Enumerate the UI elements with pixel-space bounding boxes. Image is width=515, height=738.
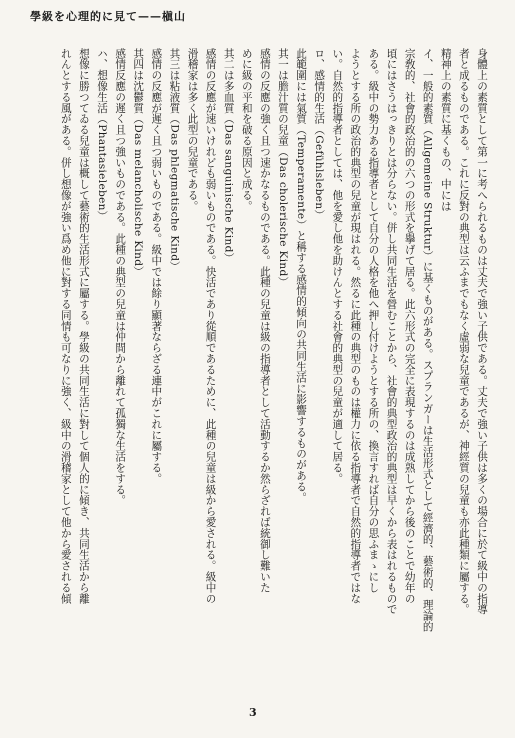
text-line: 宗敎的、社會的政治的の六つの形式を擧げて居る。此六形式の完全に表現するのは成熟してから後のことで幼年の	[403, 48, 416, 604]
vertical-body-text	[24, 48, 491, 698]
text-line: 其二は多血質（Das sanguinische Kind）	[222, 48, 235, 264]
text-line: 其一は膽汁質の兒童（Das cholerische Kind）	[276, 48, 289, 288]
running-header: 學級を心理的に見て——槇山	[30, 10, 186, 23]
text-line: 感情の反應の強く且つ速かなるものである。此種の兒童は級の指導者として活動するか然らざれば統御し難いた	[258, 48, 271, 593]
text-line: 滑稽家は多く此型の兒童である。	[186, 48, 199, 212]
text-line: 其三は粘液質（Das phlegmatische Kind）	[168, 48, 181, 273]
text-line: ある。級中の勢力ある指導者として自分の人格を他へ押し付けようとする所の、換言すれば自分の思ふまゝにし	[367, 48, 380, 593]
text-line: めに級の平和を破る原因と成る。	[240, 48, 253, 212]
text-line: 感情の反應が速いけれども弱いものである。快活であり從順であるために、此種の兒童は級から愛される。級中の	[204, 48, 217, 604]
text-line: ハ、想像生活（Phantasieleben）	[96, 48, 109, 222]
text-line: 感情の反應が遲く且つ弱いものである。級中では餘り顯著ならざる連中がこれに屬する。	[150, 48, 163, 484]
text-line: ロ、感情的生活（Gefühlsleben）	[313, 48, 326, 221]
text-line: ようとする所の政治的典型の兒童が現はれる。然るに此種の典型のものは權力に依る指導者で自然的指導者ではな	[349, 48, 362, 604]
text-line: 想像に勝つてゐる兒童は概して藝術的生活形式に屬する。學級の共同生活に對して個人的に傾き、共同生活から離	[77, 48, 90, 604]
text-line: 頃にはさうはっきりとは分らない。併し共同生活を營むことから、社會的典型政治的典型は早くから表はれるもので	[385, 48, 398, 615]
text-line: 感情反應の遲く且つ強いものである。此種の典型の兒童は仲間から離れて孤獨な生活をする。	[114, 48, 127, 506]
text-line: れんとする風がある。併し想像が強い爲め他に對する同情も可なりに強く、級中の滑稽家として他から愛される傾	[59, 48, 72, 604]
text-line: 者と成るものである。これに反對の典型は云ふまでもなく虛弱な兒童であるが、神經質の兒童も亦此種類に屬する。	[457, 48, 470, 615]
text-line: 精神上の素質に基くもの、中には	[439, 48, 452, 212]
text-line: イ、一般的素質（Allgemeine Struktur）に基くものがある。スプランガーは生活形式として經濟的、藝術的、理論的	[421, 48, 434, 633]
text-line: 其四は沈鬱質（Das melancholische Kind）	[132, 48, 145, 278]
text-line: 身體上の素質として第一に考へられるものは丈夫で強い子供である。丈夫で強い子供は多くの場合に於て級中の指導	[476, 48, 488, 615]
text-line: 此範圍には氣質（Temperamente）と稱する感情的傾向の共同生活に影響するものがある。	[295, 48, 308, 503]
page-number: 3	[249, 706, 257, 719]
text-line: い。自然的指導者としては、他を愛し他を助けんとする社會的典型の兒童が適して居る。	[331, 48, 344, 484]
